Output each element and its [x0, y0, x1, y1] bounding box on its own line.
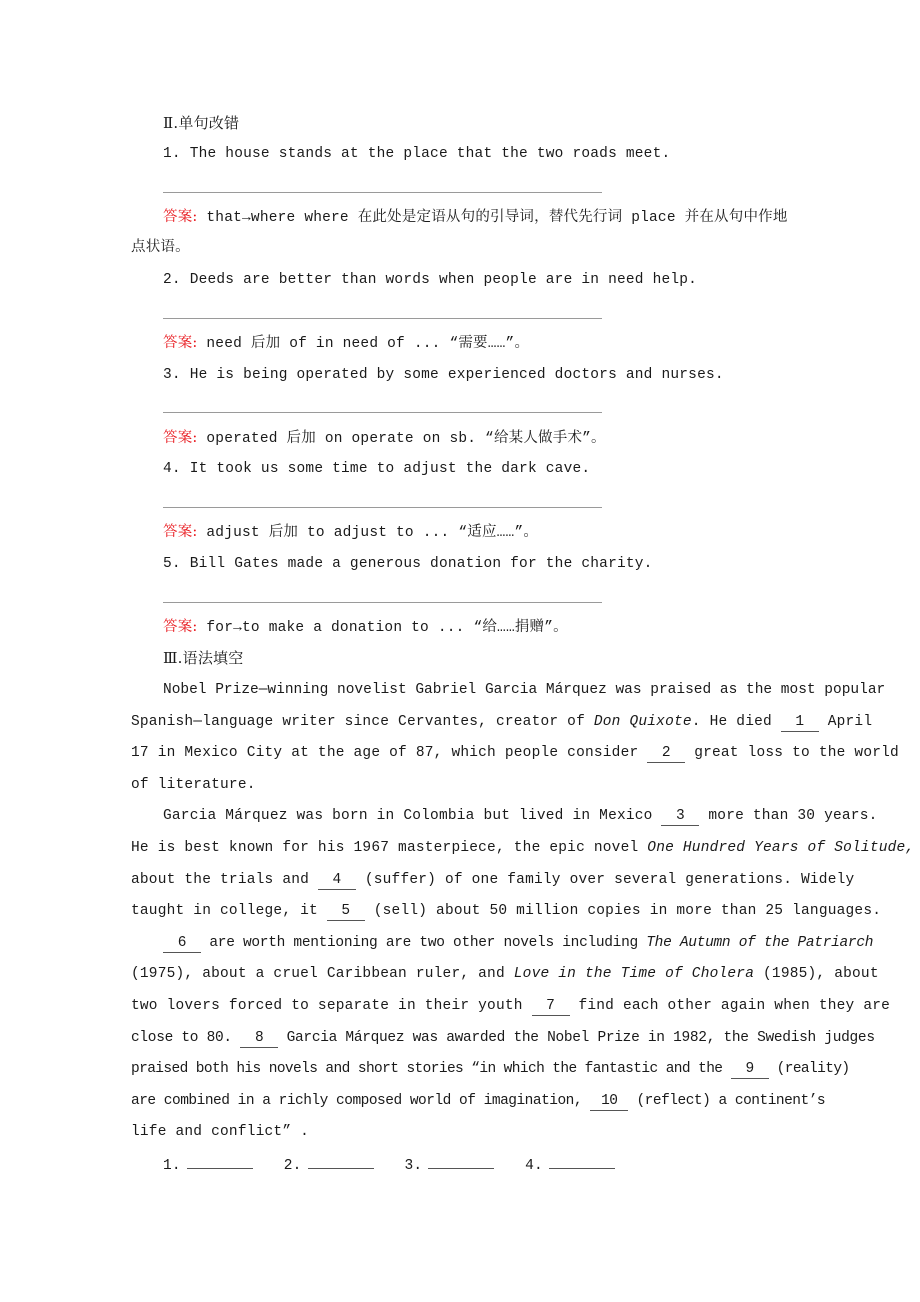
text: Garcia Márquez was born in Colombia but lived in Mexico: [163, 808, 662, 824]
passage-p3-line4: [131, 1028, 875, 1048]
text: Garcia Márquez was awarded the Nobel Prize in 1982, the Swedish judges: [278, 1030, 875, 1046]
text: two lovers forced to separate in their youth: [131, 998, 532, 1014]
text: praised both his novels and short stories “in which the fantastic and the: [131, 1061, 731, 1077]
answer-line-divider: [163, 192, 602, 193]
passage-p3-line6: [131, 1091, 825, 1111]
answer-label: 答案:: [163, 430, 198, 446]
passage-p2-line4: [131, 901, 881, 921]
blank-3: 3: [661, 807, 699, 826]
question-4: 4. It took us some time to adjust the dark cave.: [163, 461, 591, 477]
answer-4-text: adjust 后加 to adjust to ... “适应……”。: [206, 525, 539, 541]
slot-number: 1.: [163, 1158, 181, 1174]
text: are worth mentioning are two other novels including: [201, 935, 647, 951]
answer-slot-4[interactable]: [525, 1154, 615, 1176]
text: close to 80.: [131, 1030, 241, 1046]
blank-7: 7: [532, 997, 570, 1016]
answer-5: [163, 617, 568, 638]
text: (sell) about 50 million copies in more than 25 languages.: [364, 903, 882, 919]
answer-2: [163, 333, 529, 354]
book-title: The Autumn of the Patriarch: [646, 935, 874, 951]
slot-number: 3.: [404, 1158, 423, 1174]
blank-4: 4: [318, 871, 356, 890]
blank-8: 8: [240, 1029, 278, 1048]
slot-blank[interactable]: [308, 1154, 374, 1169]
book-title: Love in the Time of Cholera: [513, 966, 755, 982]
answer-label: 答案:: [163, 619, 198, 635]
text: 17 in Mexico City at the age of 87, which people consider: [131, 745, 648, 761]
answer-label: 答案:: [163, 524, 198, 540]
passage-p2-line3: [131, 870, 854, 890]
text: about the trials and: [131, 872, 318, 888]
text: taught in college, it: [131, 903, 327, 919]
text: find each other again when they are: [569, 998, 891, 1014]
text: (reality): [768, 1061, 850, 1077]
text: (reflect) a continent’s: [628, 1093, 826, 1109]
text: (1975), about a cruel Caribbean ruler, and: [131, 966, 514, 982]
text: are combined in a richly composed world of imagination,: [131, 1093, 591, 1109]
passage-p1-line2: [131, 712, 872, 732]
passage-p3-line7: life and conflict” .: [131, 1124, 310, 1140]
text: great loss to the world: [685, 745, 899, 761]
answer-slot-2[interactable]: [284, 1154, 374, 1176]
answer-label: 答案:: [163, 209, 198, 225]
answer-3-text: operated 后加 on operate on sb. “给某人做手术”。: [206, 431, 606, 447]
answer-label: 答案:: [163, 335, 198, 351]
answer-5-text: for→to make a donation to ... “给……捐赠”。: [206, 620, 568, 636]
passage-p1-line3: [131, 743, 899, 763]
slot-number: 2.: [283, 1158, 302, 1174]
text: (suffer) of one family over several generations. Widely: [355, 872, 855, 888]
passage-p3-line2: [131, 964, 879, 984]
answer-1: [163, 207, 788, 228]
answer-slots-row: [163, 1154, 637, 1176]
blank-2: 2: [647, 744, 685, 763]
text: (1985), about: [754, 966, 879, 982]
passage-p3-line1: [163, 933, 873, 953]
blank-10: 10: [590, 1092, 628, 1111]
text: April: [818, 714, 873, 730]
text: He is best known for his 1967 masterpiece, the epic novel: [131, 840, 648, 856]
slot-blank[interactable]: [187, 1154, 253, 1169]
book-title: Don Quixote: [593, 714, 692, 730]
answer-slot-3[interactable]: [404, 1154, 494, 1176]
blank-1: 1: [781, 713, 819, 732]
answer-1-text: that→where where 在此处是定语从句的引导词，替代先行词 place 并在从句中作地: [206, 210, 788, 226]
section-2-title: Ⅱ.单句改错: [163, 114, 240, 132]
answer-3: [163, 428, 606, 449]
blank-9: 9: [731, 1060, 769, 1079]
answer-line-divider: [163, 602, 602, 603]
passage-p3-line5: [131, 1059, 850, 1079]
question-3: 3. He is being operated by some experienced doctors and nurses.: [163, 367, 724, 383]
answer-2-text: need 后加 of in need of ... “需要……”。: [206, 336, 530, 352]
text: . He died: [691, 714, 781, 730]
slot-number: 4.: [525, 1158, 543, 1174]
answer-line-divider: [163, 318, 602, 319]
answer-slot-1[interactable]: [163, 1154, 253, 1176]
blank-5: 5: [327, 902, 365, 921]
question-2: 2. Deeds are better than words when people are in need help.: [163, 272, 698, 288]
answer-1-continued: 点状语。: [131, 240, 190, 256]
question-1: 1. The house stands at the place that the two roads meet.: [163, 146, 671, 162]
passage-p2-line1: [163, 806, 878, 826]
book-title: One Hundred Years of Solitude,: [647, 840, 915, 856]
answer-line-divider: [163, 507, 602, 508]
section-3-title: Ⅲ.语法填空: [163, 649, 244, 667]
text: more than 30 years.: [699, 808, 878, 824]
passage-p1-line1: Nobel Prize—winning novelist Gabriel Garcia Márquez was praised as the most popular: [163, 682, 886, 698]
passage-p1-line4: of literature.: [131, 777, 256, 793]
answer-line-divider: [163, 412, 602, 413]
passage-p2-line2: [131, 838, 914, 858]
passage-p3-line3: [131, 996, 890, 1016]
text: Spanish—language writer since Cervantes, creator of: [131, 714, 594, 730]
blank-6: 6: [163, 934, 201, 953]
answer-4: [163, 522, 538, 543]
question-5: 5. Bill Gates made a generous donation for the charity.: [163, 556, 653, 572]
slot-blank[interactable]: [428, 1154, 494, 1169]
slot-blank[interactable]: [549, 1154, 615, 1169]
